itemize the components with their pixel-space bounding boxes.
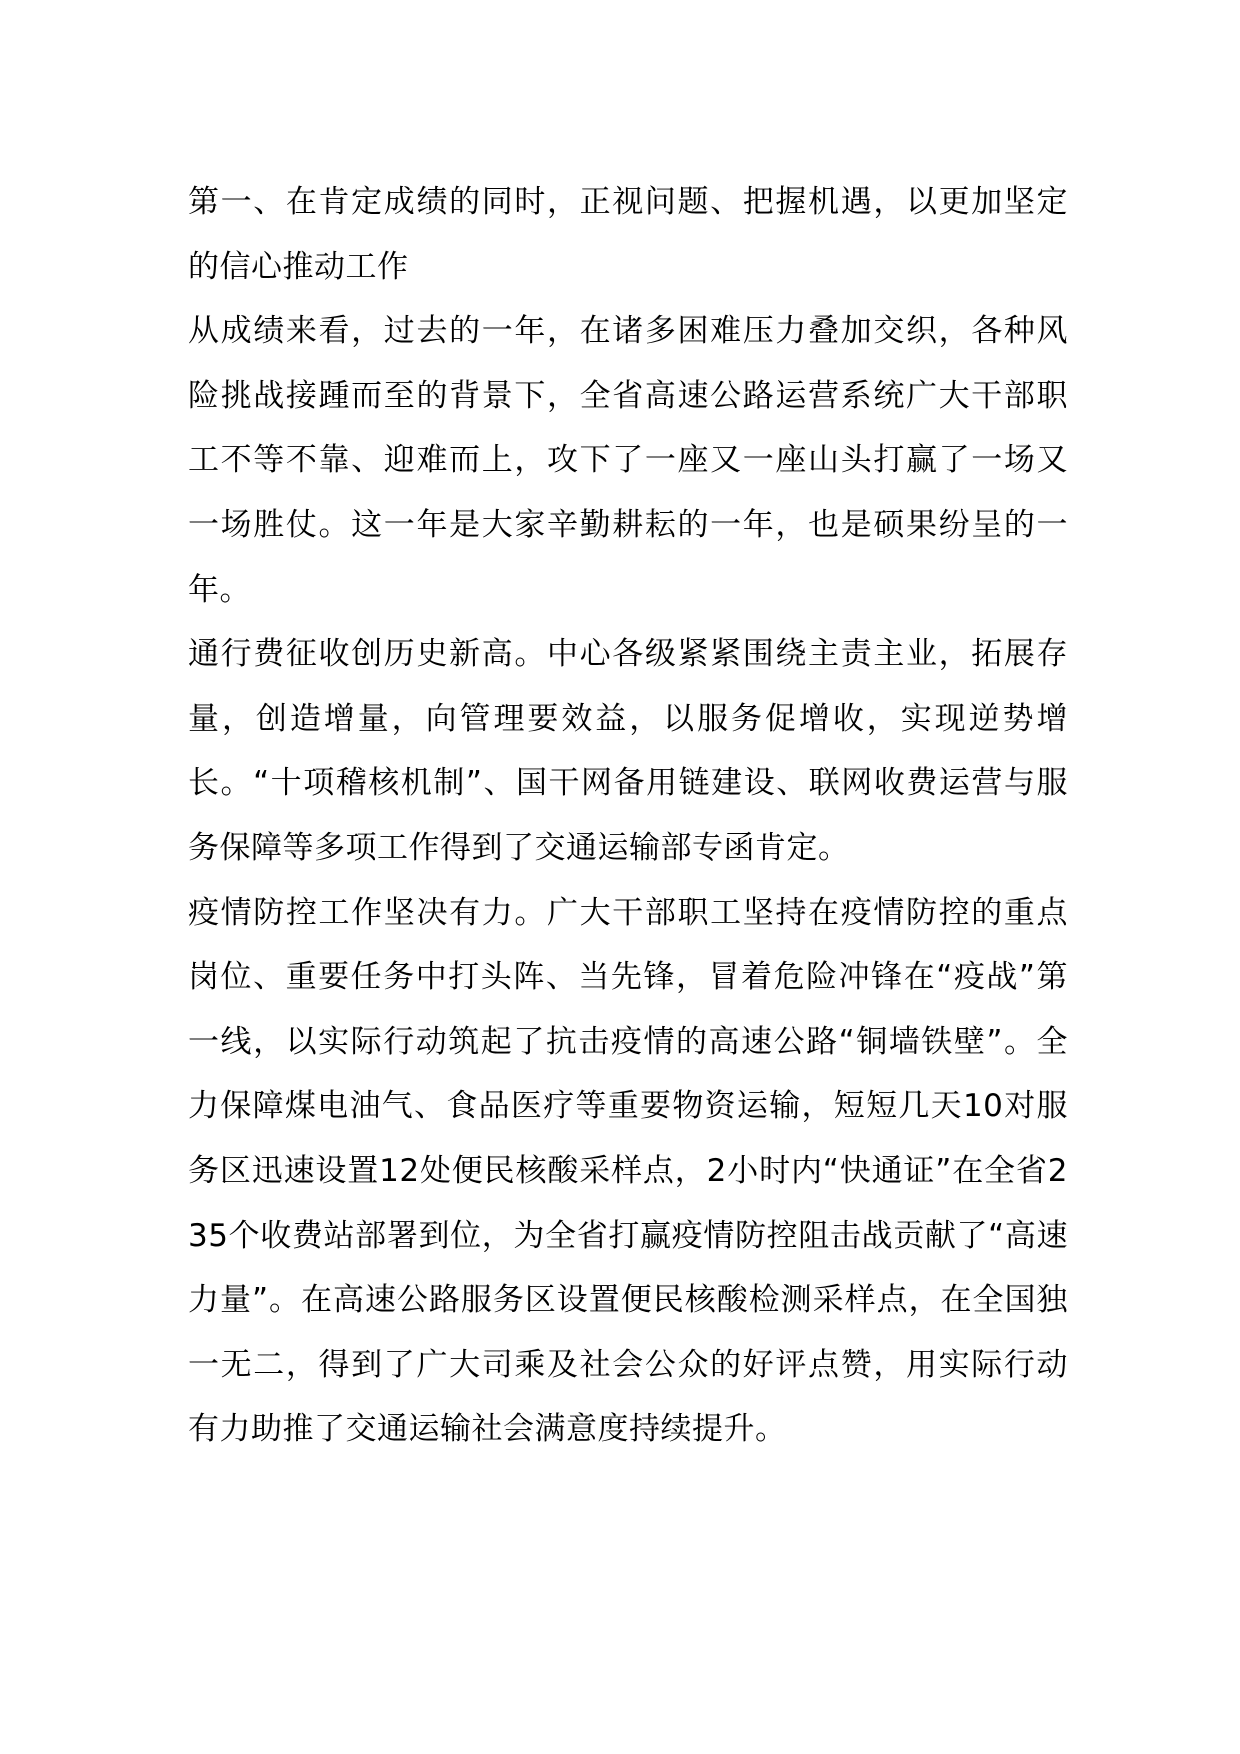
paragraph-achievements: 从成绩来看，过去的一年，在诸多困难压力叠加交织，各种风险挑战接踵而至的背景下，全省高速公路运营系统广大干部职工不等不靠、迎难而上，攻下了一座又一座山头打赢了一场又一场胜仗。这一年是大家辛勤耕耘的一年，也是硕果纷呈的一年。 (188, 313, 1068, 608)
paragraph-toll-collection: 通行费征收创历史新高。中心各级紧紧围绕主责主业，拓展存量，创造增量，向管理要效益，以服务促增收，实现逆势增长。“十项稽核机制”、国干网备用链建设、联网收费运营与服务保障等多项工作得到了交通运输部专函肯定。 (188, 636, 1068, 866)
paragraph-epidemic-prevention: 疫情防控工作坚决有力。广大干部职工坚持在疫情防控的重点岗位、重要任务中打头阵、当先锋，冒着危险冲锋在“疫战”第一线，以实际行动筑起了抗击疫情的高速公路“铜墙铁壁”。全力保障煤电油气、食品医疗等重要物资运输，短短几天10对服务区迅速设置12处便民核酸采样点，2小时内“快通证”在全省235个收费站部署到位，为全省打赢疫情防控阻击战贡献了“高速力量”。在高速公路服务区设置便民核酸检测采样点，在全国独一无二，得到了广大司乘及社会公众的好评点赞，用实际行动有力助推了交通运输社会满意度持续提升。 (188, 894, 1068, 1448)
section-heading: 第一、在肯定成绩的同时，正视问题、把握机遇，以更加坚定的信心推动工作 (188, 184, 1068, 285)
document-body (188, 170, 1068, 1462)
